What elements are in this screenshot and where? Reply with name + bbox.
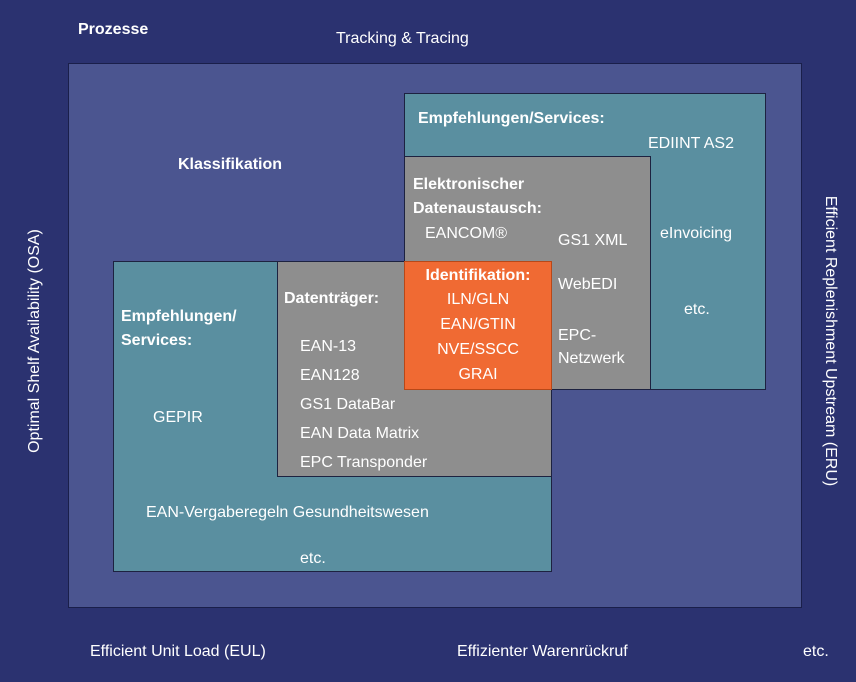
recall-label: Effizienter Warenrückruf [457, 643, 628, 660]
bottom-etc-label: etc. [803, 643, 829, 660]
osa-label: Optimal Shelf Availability (OSA) [26, 229, 43, 453]
carrier-item-databar: GS1 DataBar [300, 396, 396, 413]
edi-heading-line1: Elektronischer [413, 176, 525, 193]
services-left-heading-line2: Services: [121, 332, 193, 349]
edi-item-webedi: WebEDI [558, 276, 618, 293]
edi-item-netzwerk: Netzwerk [558, 350, 625, 367]
edi-heading-line2: Datenaustausch: [413, 200, 542, 217]
data-carriers-heading: Datenträger: [284, 290, 380, 307]
carrier-item-datamatrix: EAN Data Matrix [300, 425, 420, 442]
identification-item-nve: NVE/SSCC [437, 341, 519, 358]
service-item-etc-left: etc. [300, 550, 326, 567]
identification-item-ean: EAN/GTIN [440, 316, 516, 333]
carrier-item-ean128: EAN128 [300, 367, 360, 384]
edi-item-epc: EPC- [558, 327, 597, 344]
identification-item-iln: ILN/GLN [446, 291, 510, 308]
classification-label: Klassifikation [178, 156, 283, 173]
service-item-etc-right: etc. [684, 301, 710, 318]
edi-item-gs1xml: GS1 XML [558, 232, 628, 249]
processes-label: Prozesse [78, 21, 149, 38]
identification-item-grai: GRAI [458, 366, 498, 383]
service-item-ediint: EDIINT AS2 [648, 135, 734, 152]
service-item-ean-healthcare: EAN-Vergaberegeln Gesundheitswesen [146, 504, 429, 521]
eul-label: Efficient Unit Load (EUL) [90, 643, 266, 660]
services-left-heading-line1: Empfehlungen/ [121, 308, 237, 325]
service-item-einvoicing: eInvoicing [660, 225, 733, 242]
tracking-tracing-label: Tracking & Tracing [336, 30, 469, 47]
carrier-item-epc-transponder: EPC Transponder [300, 454, 428, 471]
identification-heading: Identifikation: [425, 267, 531, 284]
edi-item-eancom: EANCOM® [425, 225, 508, 242]
service-item-gepir: GEPIR [153, 409, 203, 426]
services-right-heading: Empfehlungen/Services: [418, 110, 605, 127]
carrier-item-ean13: EAN-13 [300, 338, 357, 355]
eru-label: Efficient Replenishment Upstream (ERU) [822, 195, 839, 487]
